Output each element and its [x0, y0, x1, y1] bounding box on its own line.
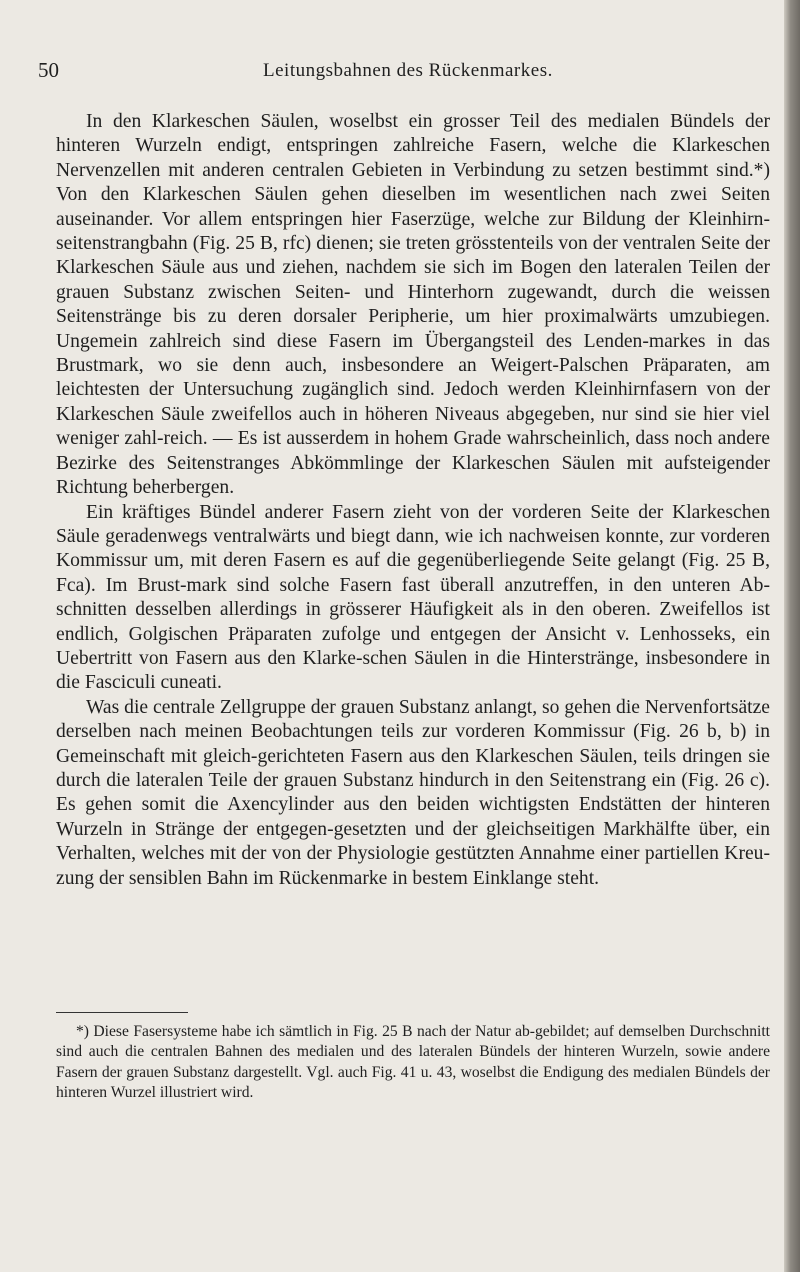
paragraph: Was die centrale Zellgruppe der grauen Substanz anlangt, so gehen die Nervenfortsätze derselben nach meinen Beobachtungen teils zur vorderen Kommissur (Fig. 26 b, b) in Gemeinschaft mit gleich-gerichteten Fasern aus den Klarkeschen Säulen, teils dringen sie durch die lateralen Teile der grauen Substanz hindurch in den Seitenstrang ein (Fig. 26 c). Es gehen somit die Axencylinder aus den beiden wichtigsten Endstätten der hinteren Wurzeln in Stränge der entgegen-gesetzten und der gleichseitigen Markhälfte über, ein Verhalten, welches mit der von der Physiologie gestützten Annahme einer partiellen Kreu-zung der sensiblen Bahn im Rückenmarke in bestem Einklange steht. [56, 696, 770, 889]
paragraph: In den Klarkeschen Säulen, woselbst ein grosser Teil des medialen Bündels der hinteren Wurzeln endigt, entspringen zahlreiche Fasern, welche die Klarkeschen Nervenzellen mit anderen centralen Gebieten in Verbindung zu setzen bestimmt sind.*) Von den Klarkeschen Säulen gehen dieselben im wesentlichen nach zwei Seiten auseinander. Vor allem entspringen hier Faserzüge, welche zur Bildung der Kleinhirn-seitenstrangbahn (Fig. 25 B, rfc) dienen; sie treten grösstenteils von der ventralen Seite der Klarkeschen Säule aus und ziehen, nachdem sie sich im Bogen den lateralen Teilen der grauen Substanz zwischen Seiten- und Hinterhorn zugewandt, durch die weissen Seitenstränge bis zu deren dorsaler Peripherie, um hier proximalwärts umzubiegen. Ungemein zahlreich sind diese Fasern im Übergangsteil des Lenden-markes in das Brustmark, wo sie denn auch, insbesondere an Weigert-Palschen Präparaten, am leichtesten der Untersuchung zugänglich sind. Jedoch werden Kleinhirnfasern von der Klarkeschen Säule zweifellos auch in höheren Niveaus abgegeben, nur sind sie hier viel weniger zahl-reich. — Es ist ausserdem in hohem Grade wahrscheinlich, dass noch andere Bezirke des Seitenstranges Abkömmlinge der Klarkeschen Säulen mit aufsteigender Richtung beherbergen. [56, 111, 770, 499]
footnote-rule [56, 1012, 188, 1013]
page-number: 50 [38, 58, 59, 82]
body-text [56, 110, 770, 891]
running-head: Leitungsbahnen des Rückenmarkes. [263, 60, 553, 81]
page-edge-shadow [784, 0, 800, 1272]
footnote-text: *) Diese Fasersysteme habe ich sämtlich in Fig. 25 B nach der Natur ab-gebildet; auf demselben Durchschnitt sind auch die centralen Bahnen des medialen und des lateralen Bündels der hinteren Wurzeln, sowie andere Fasern der grauen Substanz dargestellt. Vgl. auch Fig. 41 u. 43, woselbst die Endigung des medialen Bündels der hinteren Wurzel illustriert wird. [56, 1023, 770, 1102]
paragraph: Ein kräftiges Bündel anderer Fasern zieht von der vorderen Seite der Klarkeschen Säule geradenwegs ventralwärts und biegt dann, wie ich nachweisen konnte, zur vorderen Kommissur um, mit deren Fasern es auf die gegenüberliegende Seite gelangt (Fig. 25 B, Fca). Im Brust-mark sind solche Fasern fast überall anzutreffen, in den unteren Ab-schnitten desselben allerdings in grösserer Häufigkeit als in den oberen. Zweifellos ist endlich, Golgischen Präparaten zufolge und entgegen der Ansicht v. Lenhosseks, ein Uebertritt von Fasern aus den Klarke-schen Säulen in die Hinterstränge, insbesondere in die Fasciculi cuneati. [56, 501, 770, 694]
footnote [56, 1022, 770, 1104]
